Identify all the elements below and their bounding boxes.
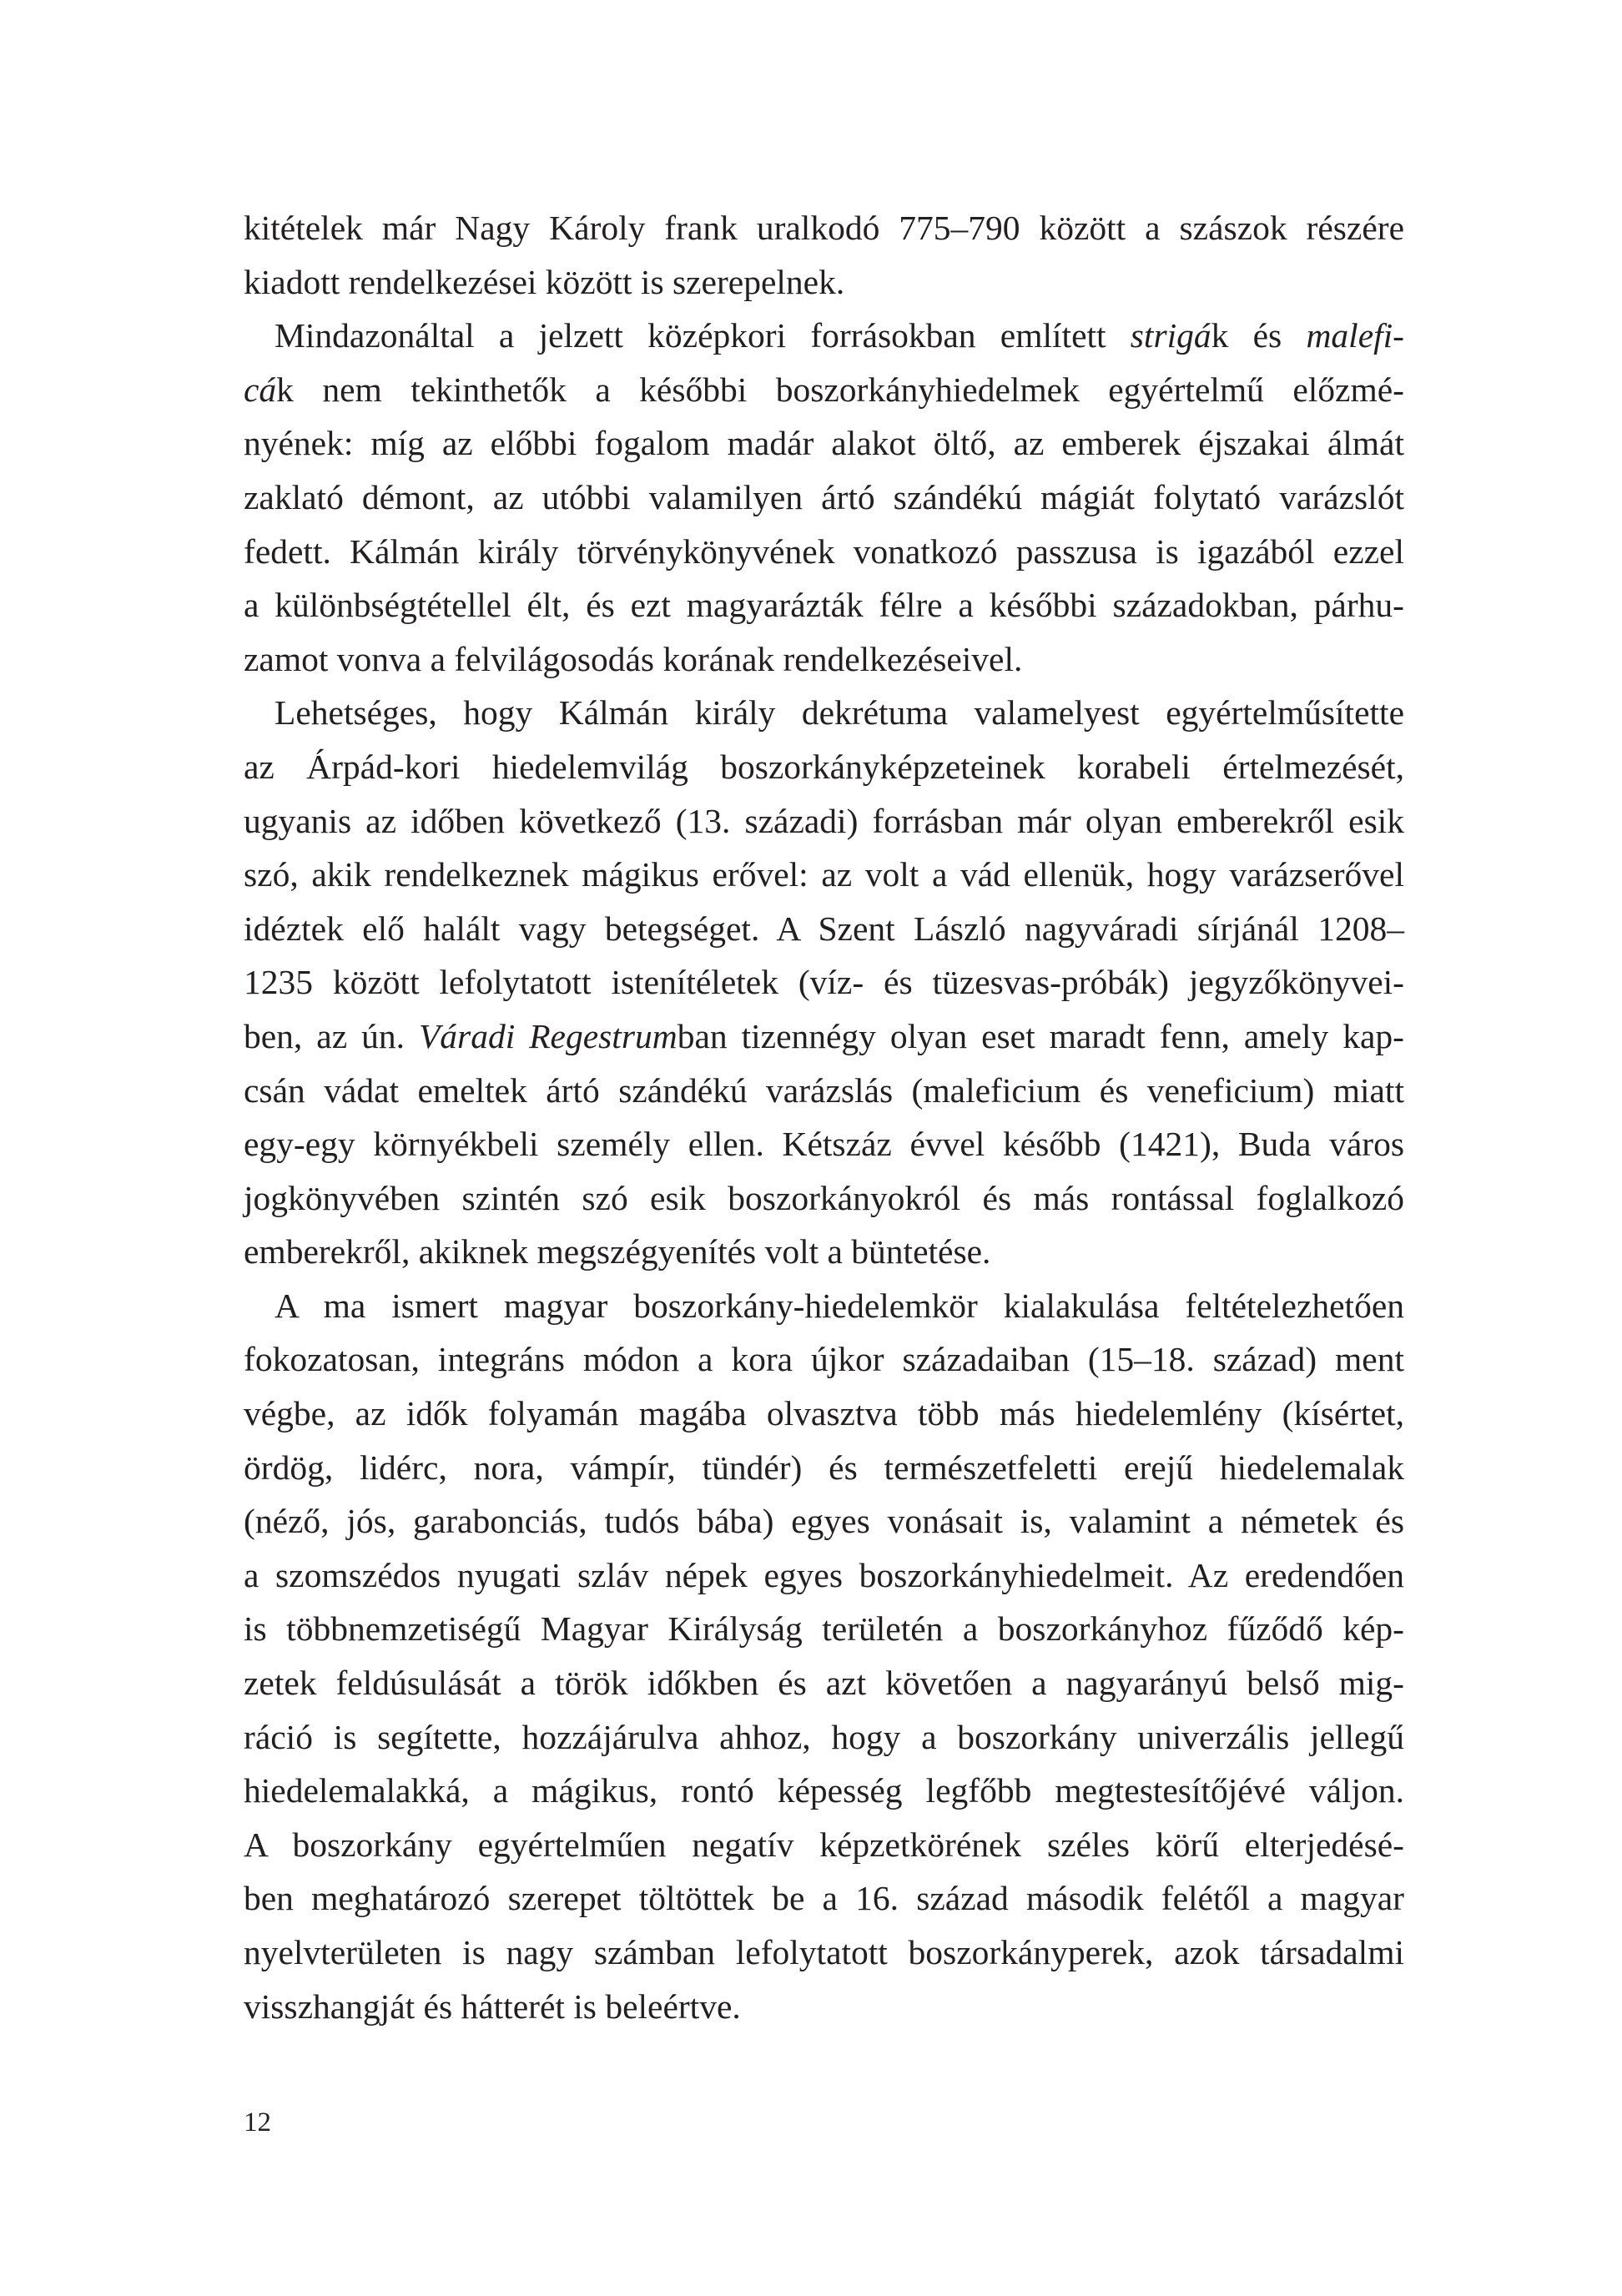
text-line bbox=[244, 309, 1404, 363]
text-segment: hiedelemalakká, a mágikus, rontó képesség legfőbb megtestesítőjévé váljon. bbox=[244, 1771, 1404, 1810]
text-line bbox=[244, 632, 1404, 687]
paragraph bbox=[244, 686, 1404, 1279]
text-segment: zamot vonva a felvilágosodás korának rendelkezéseivel. bbox=[244, 639, 1023, 678]
text-line bbox=[244, 1010, 1404, 1064]
text-segment: zaklató démont, az utóbbi valamilyen ártó szándékú mágiát folytató varázslót bbox=[244, 477, 1404, 516]
text-segment: 1235 között lefolytatott istenítéletek (víz- és tüzesvas-próbák) jegyzőkönyvei- bbox=[244, 963, 1404, 1002]
page-number: 12 bbox=[244, 2107, 271, 2137]
text-segment: ördög, lidérc, nora, vámpír, tündér) és természetfeletti erejű hiedelemalak bbox=[244, 1448, 1404, 1487]
italic-term: cá bbox=[244, 370, 277, 409]
text-segment: kiadott rendelkezései között is szerepelnek. bbox=[244, 262, 845, 301]
italic-term: Váradi Regestrum bbox=[418, 1016, 678, 1055]
text-line bbox=[244, 201, 1404, 255]
text-line bbox=[244, 1117, 1404, 1171]
text-segment: a különbségtétellel élt, és ezt magyarázták félre a későbbi századokban, párhu- bbox=[244, 586, 1404, 625]
text-segment: jogkönyvében szintén szó esik boszorkányokról és más rontással foglalkozó bbox=[244, 1178, 1404, 1217]
text-segment: ben meghatározó szerepet töltöttek be a 16. század második felétől a magyar bbox=[244, 1879, 1404, 1918]
text-segment: ban tizennégy olyan eset maradt fenn, amely kap- bbox=[677, 1016, 1404, 1055]
text-segment: egy-egy környékbeli személy ellen. Kétszáz évvel később (1421), Buda város bbox=[244, 1125, 1404, 1164]
text-segment: is többnemzetiségű Magyar Királyság területén a boszorkányhoz fűződő kép- bbox=[244, 1609, 1404, 1649]
text-segment: Lehetséges, hogy Kálmán király dekrétuma valamelyest egyértelműsítette bbox=[275, 693, 1404, 733]
text-line bbox=[244, 1064, 1404, 1118]
text-segment: (néző, jós, garabonciás, tudós bába) egyes vonásait is, valamint a németek és bbox=[244, 1502, 1404, 1541]
text-segment: szó, akik rendelkeznek mágikus erővel: az volt a vád ellenük, hogy varázserővel bbox=[244, 855, 1404, 894]
italic-term: strigá bbox=[1130, 316, 1211, 355]
text-segment: az Árpád-kori hiedelemvilág boszorkányképzeteinek korabeli értelmezését, bbox=[244, 747, 1404, 786]
text-line bbox=[244, 255, 1404, 310]
text-line bbox=[244, 416, 1404, 471]
text-line bbox=[244, 525, 1404, 579]
text-line bbox=[244, 848, 1404, 902]
text-segment: nyelvterületen is nagy számban lefolytatott boszorkányperek, azok társadalmi bbox=[244, 1933, 1404, 1971]
text-line bbox=[244, 794, 1404, 848]
text-line bbox=[244, 1818, 1404, 1872]
paragraph bbox=[244, 309, 1404, 686]
text-line bbox=[244, 1494, 1404, 1548]
text-line bbox=[244, 363, 1404, 417]
text-segment: kitételek már Nagy Károly frank uralkodó 775–790 között a szászok részére bbox=[244, 209, 1404, 247]
text-segment: ben, az ún. bbox=[244, 1016, 419, 1055]
text-segment: a szomszédos nyugati szláv népek egyes boszorkányhiedelmeit. Az eredendően bbox=[244, 1555, 1404, 1594]
text-segment: zetek feldúsulását a török időkben és azt követően a nagyarányú belső mig- bbox=[244, 1664, 1404, 1703]
text-line bbox=[244, 686, 1404, 740]
text-line bbox=[244, 1871, 1404, 1926]
text-segment: visszhangját és hátterét is beleértve. bbox=[244, 1986, 741, 2026]
text-line bbox=[244, 955, 1404, 1010]
text-line bbox=[244, 1332, 1404, 1387]
text-line bbox=[244, 1548, 1404, 1603]
text-line bbox=[244, 1387, 1404, 1441]
text-line bbox=[244, 1710, 1404, 1765]
text-segment: ugyanis az időben következő (13. századi) forrásban már olyan emberekről esik bbox=[244, 801, 1404, 840]
text-segment: Mindazonáltal a jelzett középkori forrásokban említett bbox=[275, 316, 1131, 355]
text-segment: ráció is segítette, hozzájárulva ahhoz, hogy a boszorkány univerzális jellegű bbox=[244, 1717, 1404, 1756]
text-segment: k nem tekinthetők a későbbi boszorkányhiedelmek egyértelmű előzmé- bbox=[276, 370, 1404, 409]
text-line bbox=[244, 471, 1404, 525]
text-line bbox=[244, 1980, 1404, 2034]
text-line bbox=[244, 1602, 1404, 1656]
text-segment: k és bbox=[1211, 316, 1307, 355]
paragraph bbox=[244, 1279, 1404, 2033]
text-line bbox=[244, 1171, 1404, 1226]
italic-term: malefi- bbox=[1306, 316, 1404, 355]
text-line bbox=[244, 1279, 1404, 1333]
text-line bbox=[244, 1764, 1404, 1818]
text-segment: A ma ismert magyar boszorkány-hiedelemkör kialakulása feltételezhetően bbox=[275, 1286, 1404, 1325]
paragraph bbox=[244, 201, 1404, 309]
text-line bbox=[244, 578, 1404, 632]
text-segment: A boszorkány egyértelműen negatív képzetkörének széles körű elterjedésé- bbox=[244, 1825, 1404, 1864]
text-segment: nyének: míg az előbbi fogalom madár alakot öltő, az emberek éjszakai álmát bbox=[244, 424, 1404, 463]
text-line bbox=[244, 740, 1404, 794]
text-line bbox=[244, 1656, 1404, 1710]
text-segment: csán vádat emeltek ártó szándékú varázslás (maleficium és veneficium) miatt bbox=[244, 1070, 1404, 1110]
text-segment: fedett. Kálmán király törvénykönyvének vonatkozó passzusa is igazából ezzel bbox=[244, 531, 1404, 571]
text-segment: végbe, az idők folyamán magába olvasztva több más hiedelemlény (kísértet, bbox=[244, 1394, 1404, 1433]
text-line bbox=[244, 1926, 1404, 1980]
text-segment: idéztek elő halált vagy betegséget. A Szent László nagyváradi sírjánál 1208– bbox=[244, 909, 1404, 948]
text-line bbox=[244, 1225, 1404, 1279]
body-text bbox=[244, 201, 1404, 2033]
text-line bbox=[244, 902, 1404, 956]
text-segment: fokozatosan, integráns módon a kora újkor századaiban (15–18. század) ment bbox=[244, 1340, 1404, 1379]
text-line bbox=[244, 1441, 1404, 1495]
text-segment: emberekről, akiknek megszégyenítés volt a büntetése. bbox=[244, 1232, 991, 1271]
